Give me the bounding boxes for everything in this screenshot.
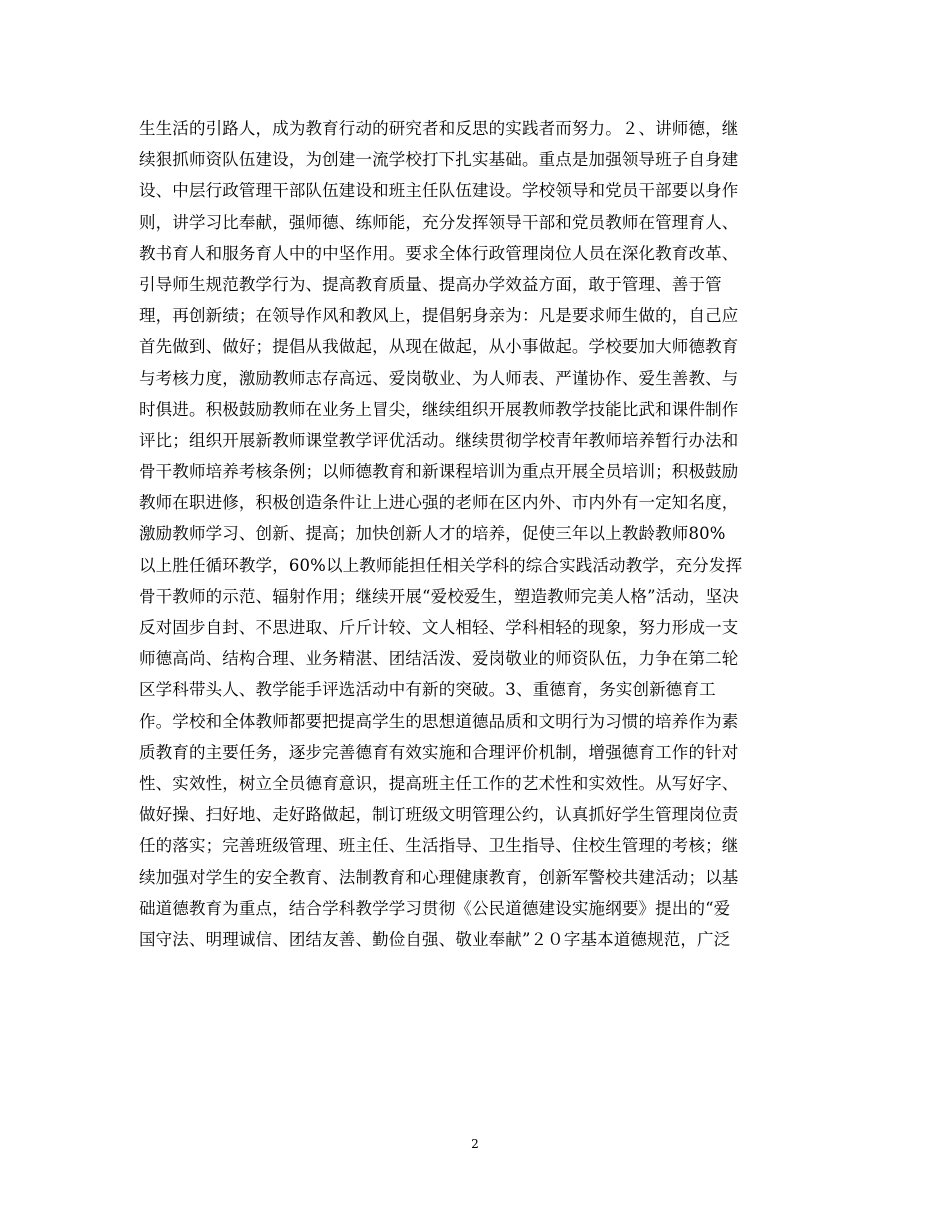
text-line: 骨干教师培养考核条例；以师德教育和新课程培训为重点开展全员培训；积极鼓励 bbox=[139, 462, 739, 482]
text-line: 与考核力度，激励教师志存高远、爱岗敬业、为人师表、严谨协作、爱生善教、与 bbox=[139, 368, 739, 388]
text-line: 时俱进。积极鼓励教师在业务上冒尖，继续组织开展教师教学技能比武和课件制作 bbox=[139, 399, 739, 419]
text-line: 续狠抓师资队伍建设，为创建一流学校打下扎实基础。重点是加强领导班子自身建 bbox=[139, 150, 739, 170]
text-line: 任的落实；完善班级管理、班主任、生活指导、卫生指导、住校生管理的考核；继 bbox=[139, 836, 739, 856]
text-line: 引导师生规范教学行为、提高教育质量、提高办学效益方面，敢于管理、善于管 bbox=[139, 274, 722, 294]
text-line: 续加强对学生的安全教育、法制教育和心理健康教育，创新军警校共建活动；以基 bbox=[139, 867, 739, 887]
text-line: 反对固步自封、不思进取、斤斤计较、文人相轻、学科相轻的现象，努力形成一支 bbox=[139, 618, 739, 637]
text-line: 则，讲学习比奉献，强师德、练师能，充分发挥领导干部和党员教师在管理育人、 bbox=[139, 212, 739, 232]
text-line: 首先做到、做好；提倡从我做起，从现在做起，从小事做起。学校要加大师德教育 bbox=[139, 337, 739, 357]
body-text bbox=[139, 113, 819, 955]
text-line: 础道德教育为重点，结合学科教学学习贯彻《公民道德建设实施纲要》提出的“爱 bbox=[139, 898, 731, 918]
text-line: 设、中层行政管理干部队伍建设和班主任队伍建设。学校领导和党员干部要以身作 bbox=[139, 181, 739, 201]
text-line: 国守法、明理诚信、团结友善、勤俭自强、敬业奉献”２０字基本道德规范，广泛 bbox=[139, 929, 731, 949]
text-line: 作。学校和全体教师都要把提高学生的思想道德品质和文明行为习惯的培养作为素 bbox=[139, 711, 739, 731]
text-line: 以上胜任循环教学，60%以上教师能担任相关学科的综合实践活动教学，充分发挥 bbox=[139, 555, 743, 575]
text-line: 教书育人和服务育人中的中坚作用。要求全体行政管理岗位人员在深化教育改革、 bbox=[139, 243, 739, 263]
text-line: 骨干教师的示范、辐射作用；继续开展“爱校爱生，塑造教师完美人格”活动，坚决 bbox=[139, 586, 739, 606]
text-line: 理，再创新绩；在领导作风和教风上，提倡躬身亲为：凡是要求师生做的，自己应 bbox=[139, 306, 739, 326]
text-line: 教师在职进修，积极创造条件让上进心强的老师在区内外、市内外有一定知名度， bbox=[139, 493, 739, 513]
text-line: 做好操、扫好地、走好路做起，制订班级文明管理公约，认真抓好学生管理岗位责 bbox=[139, 805, 739, 825]
text-line: 区学科带头人、教学能手评选活动中有新的突破。3、重德育，务实创新德育工 bbox=[139, 680, 716, 700]
text-line: 师德高尚、结构合理、业务精湛、团结活泼、爱岗敬业的师资队伍，力争在第二轮 bbox=[139, 649, 739, 669]
text-line: 生生活的引路人，成为教育行动的研究者和反思的实践者而努力。２、讲师德，继 bbox=[139, 119, 739, 138]
text-line: 性、实效性，树立全员德育意识，提高班主任工作的艺术性和实效性。从写好字、 bbox=[139, 773, 739, 793]
text-line: 质教育的主要任务，逐步完善德育有效实施和合理评价机制，增强德育工作的针对 bbox=[139, 742, 739, 762]
text-line: 激励教师学习、创新、提高；加快创新人才的培养，促使三年以上教龄教师80% bbox=[139, 524, 726, 544]
text-line: 评比；组织开展新教师课堂教学评优活动。继续贯彻学校青年教师培养暂行办法和 bbox=[139, 430, 739, 450]
page-number: 2 bbox=[471, 1137, 479, 1151]
